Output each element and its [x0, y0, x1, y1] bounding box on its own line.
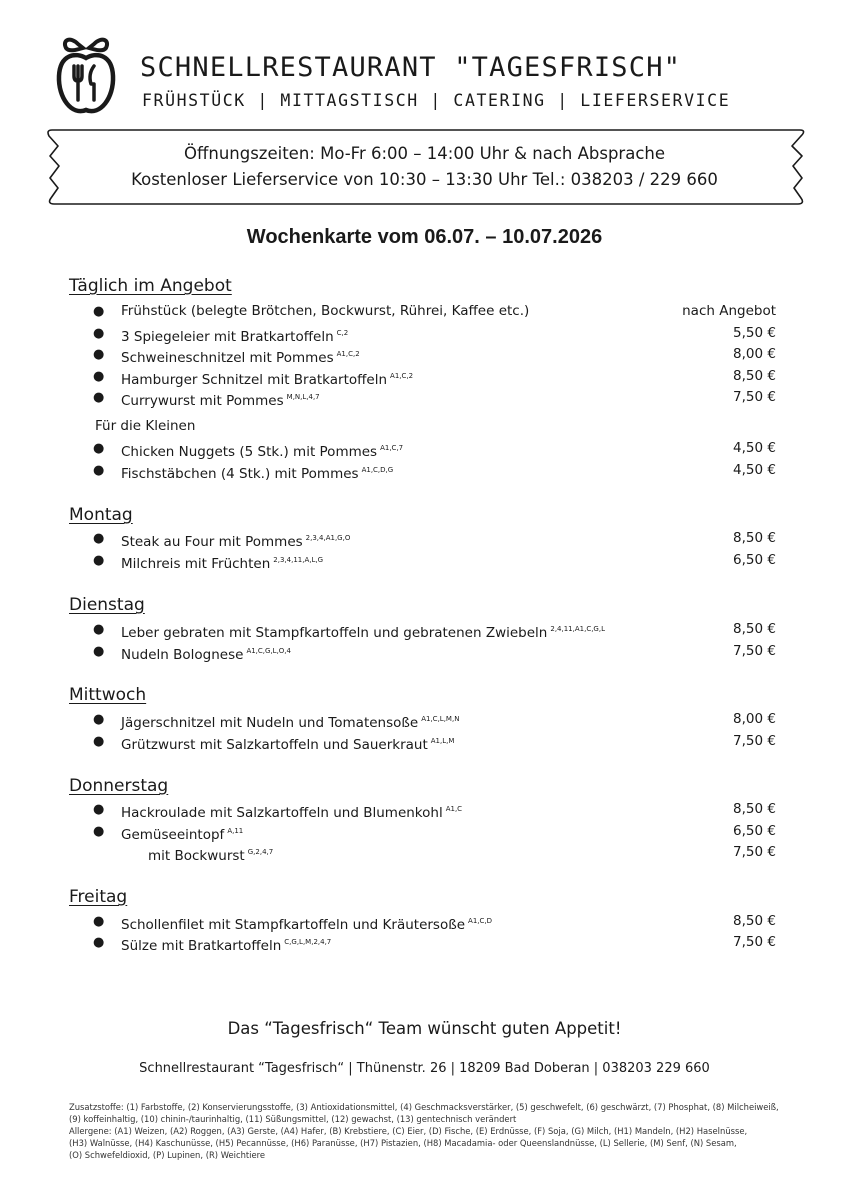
bullet-icon: ●	[93, 824, 105, 839]
menu-item-price: 8,50 €	[733, 621, 776, 637]
week-menu-title: Wochenkarte vom 06.07. – 10.07.2026	[246, 226, 603, 248]
restaurant-subtitle: FRÜHSTÜCK | MITTAGSTISCH | CATERING | LIEFERSERVICE	[142, 91, 731, 110]
menu-item-price: 7,50 €	[733, 934, 776, 950]
bullet-icon: ●	[93, 441, 105, 456]
allergen-codes: A1,C,7	[380, 444, 404, 452]
section-title-wednesday: Mittwoch	[69, 685, 147, 705]
bullet-icon: ●	[93, 304, 105, 319]
menu-item-name: Fischstäbchen (4 Stk.) mit Pommes $^{A1,C,D,G}$	[121, 466, 394, 482]
menu-item-name: Schweineschnitzel mit Pommes $^{A1,C,2}$	[121, 350, 360, 366]
bullet-icon: ●	[93, 914, 105, 929]
section-title-friday: Freitag	[69, 887, 128, 907]
closing-message: Das “Tagesfrisch“ Team wünscht guten Appetit!	[227, 1019, 622, 1038]
menu-item-name: Jägerschnitzel mit Nudeln und Tomatensoße $^{A1,C,L,M,N}$	[121, 715, 460, 731]
bullet-icon: ●	[93, 347, 105, 362]
allergen-codes: M,N,L,4,7	[286, 393, 320, 401]
footnote-line: Allergene: (A1) Weizen, (A2) Roggen, (A3) Gerste, (A4) Hafer, (B) Krebstiere, (C) Eier, (D) Fische, (E) Erdnüsse, (F) Soja, (G) Milch, (H1) Mandeln, (H2) Haselnüsse,	[69, 1126, 748, 1136]
additives-allergens-footnote	[69, 1101, 781, 1161]
bullet-icon: ●	[93, 326, 105, 341]
opening-hours: Öffnungszeiten: Mo-Fr 6:00 – 14:00 Uhr & nach Absprache	[184, 144, 665, 163]
menu-item-price: 6,50 €	[733, 552, 776, 568]
menu-item-price: 7,50 €	[733, 844, 776, 860]
allergen-codes: A1,L,M	[430, 737, 455, 745]
restaurant-logo-icon	[54, 34, 118, 118]
menu-item-price: 8,00 €	[733, 346, 776, 362]
footnote-line: (H3) Walnüsse, (H4) Kaschunüsse, (H5) Pecannüsse, (H6) Paranüsse, (H7) Pistazien, (H8) Macadamia- oder Queenslandnüsse, (L) Sellerie, (M) Senf, (N) Sesam,	[69, 1138, 737, 1148]
bullet-icon: ●	[93, 935, 105, 950]
menu-item-price: 4,50 €	[733, 440, 776, 456]
menu-item-name: Sülze mit Bratkartoffeln $^{C,G,L,M,2,4,7}$	[121, 938, 332, 954]
bullet-icon: ●	[93, 553, 105, 568]
bullet-icon: ●	[93, 531, 105, 546]
allergen-codes: A1,C	[445, 805, 463, 813]
menu-item-name: Steak au Four mit Pommes $^{2,3,4,A1,G,O}$	[121, 534, 351, 550]
menu-item-price: 8,50 €	[733, 530, 776, 546]
bullet-icon: ●	[93, 390, 105, 405]
menu-item-price: 8,50 €	[733, 801, 776, 817]
allergen-codes: A,11	[227, 827, 244, 835]
menu-item-price: 4,50 €	[733, 462, 776, 478]
menu-item-name: Schollenfilet mit Stampfkartoffeln und Kräutersoße $^{A1,C,D}$	[121, 917, 493, 933]
menu-item-name: Hackroulade mit Salzkartoffeln und Blumenkohl $^{A1,C}$	[121, 805, 463, 821]
menu-item-name: Gemüseeintopf $^{A,11}$	[121, 827, 244, 843]
menu-item-name: Hamburger Schnitzel mit Bratkartoffeln $^{A1,C,2}$	[121, 372, 414, 388]
allergen-codes: A1,C,D	[468, 917, 493, 925]
menu-item-price: 8,50 €	[733, 368, 776, 384]
allergen-codes: A1,C,D,G	[361, 466, 394, 474]
bullet-icon: ●	[93, 802, 105, 817]
menu-item-name: Nudeln Bolognese $^{A1,C,G,L,O,4}$	[121, 647, 291, 663]
section-title-thursday: Donnerstag	[69, 776, 169, 796]
menu-item-price: 8,50 €	[733, 913, 776, 929]
allergen-codes: 2,4,11,A1,C,G,L	[550, 625, 605, 633]
restaurant-title: SCHNELLRESTAURANT "TAGESFRISCH"	[140, 52, 682, 83]
menu-item-price: 7,50 €	[733, 643, 776, 659]
bullet-icon: ●	[93, 644, 105, 659]
footnote-line: (9) koffeinhaltig, (10) chinin-/taurinhaltig, (11) Süßungsmittel, (12) gewachst, (13) gentechnisch verändert	[69, 1114, 517, 1124]
bullet-icon: ●	[93, 463, 105, 478]
allergen-codes: C,2	[336, 329, 349, 337]
allergen-codes: A1,C,L,M,N	[421, 715, 460, 723]
menu-item-price: 6,50 €	[733, 823, 776, 839]
allergen-codes: A1,C,G,L,O,4	[246, 647, 291, 655]
menu-item-name: Chicken Nuggets (5 Stk.) mit Pommes $^{A1,C,7}$	[121, 444, 404, 460]
menu-item-price: nach Angebot	[682, 303, 776, 319]
section-title-monday: Montag	[69, 505, 133, 525]
bullet-icon: ●	[93, 369, 105, 384]
menu-item-name: Frühstück (belegte Brötchen, Bockwurst, Rührei, Kaffee etc.)	[121, 303, 530, 319]
menu-item-name: Currywurst mit Pommes $^{M,N,L,4,7}$	[121, 393, 320, 409]
section-title-daily: Täglich im Angebot	[69, 276, 232, 296]
allergen-codes: A1,C,2	[336, 350, 360, 358]
menu-item-name: 3 Spiegeleier mit Bratkartoffeln $^{C,2}$	[121, 329, 349, 345]
bullet-icon: ●	[93, 622, 105, 637]
section-title-tuesday: Dienstag	[69, 595, 145, 615]
allergen-codes: G,2,4,7	[247, 848, 274, 856]
menu-item-price: 5,50 €	[733, 325, 776, 341]
menu-item-price: 8,00 €	[733, 711, 776, 727]
allergen-codes: 2,3,4,A1,G,O	[305, 534, 351, 542]
bullet-icon: ●	[93, 712, 105, 727]
menu-item-price: 7,50 €	[733, 733, 776, 749]
footnote-line: Zusatzstoffe: (1) Farbstoffe, (2) Konservierungsstoffe, (3) Antioxidationsmittel, (4) Geschmacksverstärker, (5) geschwefelt, (6) geschwärzt, (7) Phosphat, (8) Milcheiweiß,	[69, 1102, 779, 1112]
kids-subheading: Für die Kleinen	[95, 418, 196, 434]
menu-item-name: mit Bockwurst $^{G,2,4,7}$	[148, 848, 274, 864]
menu-item-name: Leber gebraten mit Stampfkartoffeln und gebratenen Zwiebeln $^{2,4,11,A1,C,G,L}$	[121, 625, 605, 641]
menu-item-price: 7,50 €	[733, 389, 776, 405]
restaurant-address: Schnellrestaurant “Tagesfrisch“ | Thünenstr. 26 | 18209 Bad Doberan | 038203 229 660	[139, 1061, 710, 1076]
footnote-line: (O) Schwefeldioxid, (P) Lupinen, (R) Weichtiere	[69, 1150, 266, 1160]
allergen-codes: A1,C,2	[390, 372, 414, 380]
menu-item-name: Milchreis mit Früchten $^{2,3,4,11,A,L,G}$	[121, 556, 324, 572]
info-banner-frame	[44, 126, 808, 206]
delivery-info: Kostenloser Lieferservice von 10:30 – 13:30 Uhr Tel.: 038203 / 229 660	[131, 170, 718, 189]
allergen-codes: C,G,L,M,2,4,7	[284, 938, 332, 946]
allergen-codes: 2,3,4,11,A,L,G	[273, 556, 324, 564]
menu-item-name: Grützwurst mit Salzkartoffeln und Sauerkraut $^{A1,L,M}$	[121, 737, 455, 753]
bullet-icon: ●	[93, 734, 105, 749]
